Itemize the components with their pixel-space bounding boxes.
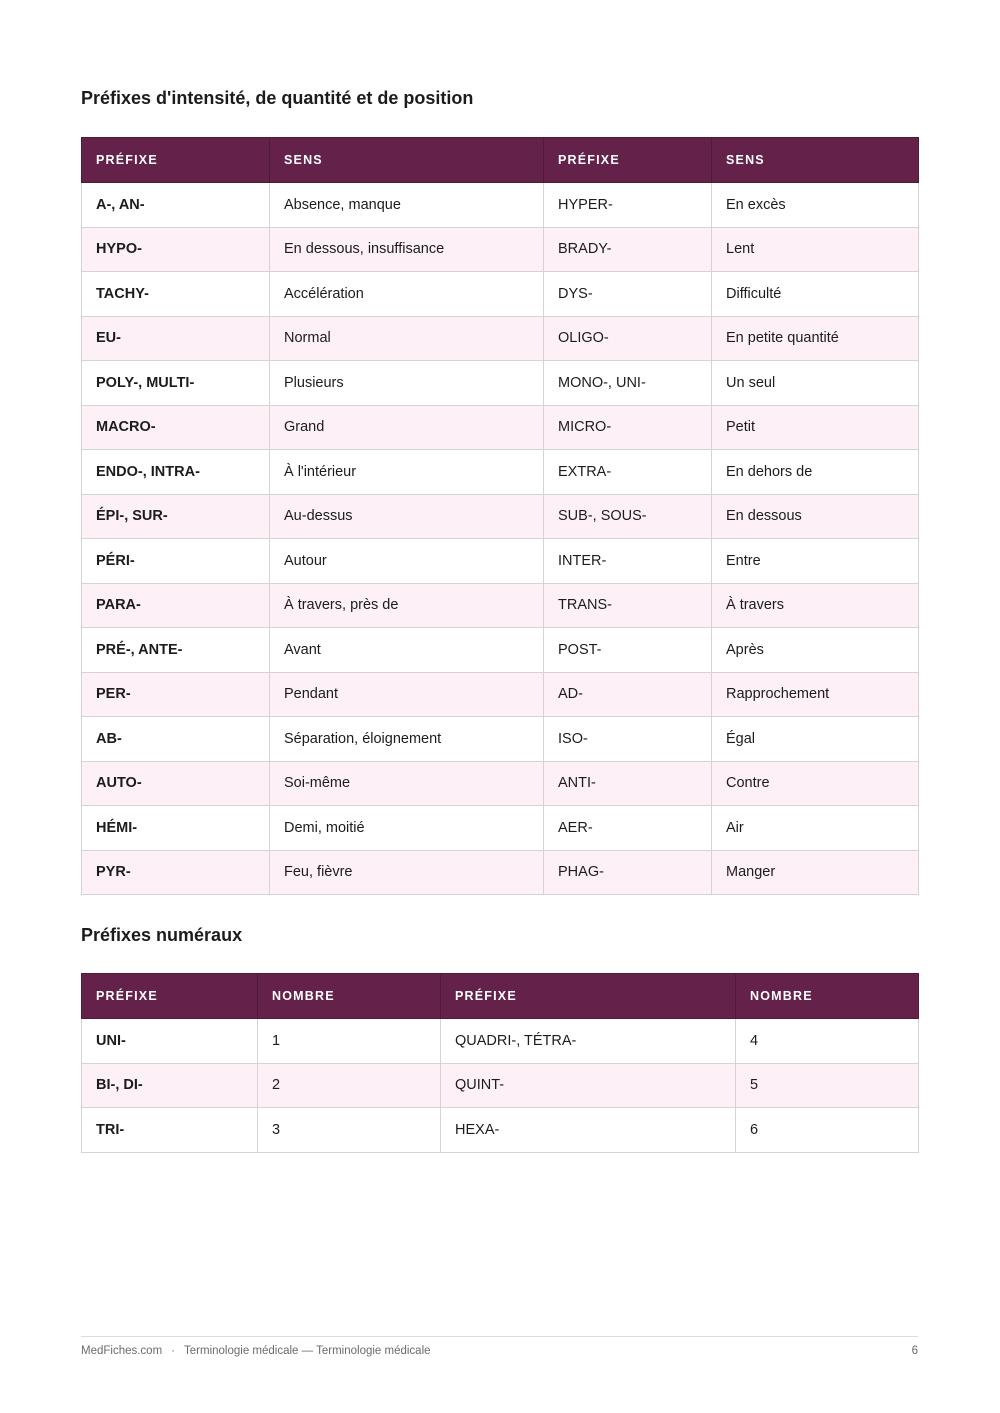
- table-cell: AER-: [544, 806, 712, 851]
- table-cell: EXTRA-: [544, 450, 712, 495]
- table-cell: EU-: [82, 316, 270, 361]
- table-row: [82, 1063, 919, 1108]
- table-cell: BRADY-: [544, 227, 712, 272]
- prefix-meaning-table: [81, 137, 919, 895]
- table-cell: ENDO-, INTRA-: [82, 450, 270, 495]
- table-row: [82, 494, 919, 539]
- table-cell: Autour: [270, 539, 544, 584]
- table-cell: Avant: [270, 628, 544, 673]
- page-footer: [81, 1345, 918, 1357]
- table-cell: À travers, près de: [270, 583, 544, 628]
- table-cell: AD-: [544, 672, 712, 717]
- table-cell: INTER-: [544, 539, 712, 584]
- table-cell: Normal: [270, 316, 544, 361]
- table-cell: Plusieurs: [270, 361, 544, 406]
- table-cell: TRANS-: [544, 583, 712, 628]
- column-header-number: NOMBRE: [736, 974, 919, 1019]
- table-cell: 6: [736, 1108, 919, 1153]
- table-cell: Au-dessus: [270, 494, 544, 539]
- table-cell: PÉRI-: [82, 539, 270, 584]
- table-cell: OLIGO-: [544, 316, 712, 361]
- table-cell: Soi-même: [270, 761, 544, 806]
- table-row: [82, 806, 919, 851]
- section-title-numeral: Préfixes numéraux: [81, 925, 243, 945]
- table-cell: Contre: [712, 761, 919, 806]
- footer-document-title: Terminologie médicale — Terminologie médicale: [184, 1345, 431, 1357]
- table-row: [82, 316, 919, 361]
- table-cell: Air: [712, 806, 919, 851]
- table-row: [82, 850, 919, 895]
- table-cell: SUB-, SOUS-: [544, 494, 712, 539]
- table-cell: A-, AN-: [82, 183, 270, 228]
- table-cell: QUINT-: [441, 1063, 736, 1108]
- table-cell: Rapprochement: [712, 672, 919, 717]
- table-cell: 4: [736, 1019, 919, 1064]
- table-cell: À l'intérieur: [270, 450, 544, 495]
- column-header-prefix: PRÉFIXE: [82, 974, 258, 1019]
- table-cell: À travers: [712, 583, 919, 628]
- table-row: [82, 1019, 919, 1064]
- table-cell: ISO-: [544, 717, 712, 762]
- footer-divider: [81, 1336, 918, 1337]
- column-header-prefix: PRÉFIXE: [544, 138, 712, 183]
- footer-page-number: 6: [911, 1345, 918, 1357]
- table-cell: En dessous: [712, 494, 919, 539]
- section-title-intensity: Préfixes d'intensité, de quantité et de position: [81, 88, 474, 108]
- table-cell: TRI-: [82, 1108, 258, 1153]
- table-cell: Un seul: [712, 361, 919, 406]
- table-cell: Difficulté: [712, 272, 919, 317]
- table-cell: Feu, fièvre: [270, 850, 544, 895]
- footer-site-name: MedFiches.com: [81, 1345, 163, 1357]
- table-row: [82, 761, 919, 806]
- table-header-row: [82, 138, 919, 183]
- table-cell: MONO-, UNI-: [544, 361, 712, 406]
- table-cell: BI-, DI-: [82, 1063, 258, 1108]
- table-cell: DYS-: [544, 272, 712, 317]
- table-cell: MICRO-: [544, 405, 712, 450]
- table-cell: Absence, manque: [270, 183, 544, 228]
- table-cell: PHAG-: [544, 850, 712, 895]
- footer-left: [81, 1345, 431, 1357]
- table-cell: Accélération: [270, 272, 544, 317]
- table-cell: Pendant: [270, 672, 544, 717]
- column-header-meaning: SENS: [270, 138, 544, 183]
- table-cell: PER-: [82, 672, 270, 717]
- column-header-number: NOMBRE: [258, 974, 441, 1019]
- table-row: [82, 672, 919, 717]
- table-cell: Grand: [270, 405, 544, 450]
- table-cell: PRÉ-, ANTE-: [82, 628, 270, 673]
- column-header-meaning: SENS: [712, 138, 919, 183]
- table-cell: HÉMI-: [82, 806, 270, 851]
- table-cell: Manger: [712, 850, 919, 895]
- table-cell: POST-: [544, 628, 712, 673]
- table-cell: POLY-, MULTI-: [82, 361, 270, 406]
- table-cell: Petit: [712, 405, 919, 450]
- column-header-prefix: PRÉFIXE: [82, 138, 270, 183]
- table-cell: 2: [258, 1063, 441, 1108]
- table-cell: QUADRI-, TÉTRA-: [441, 1019, 736, 1064]
- table-cell: Entre: [712, 539, 919, 584]
- table-cell: En petite quantité: [712, 316, 919, 361]
- table-row: [82, 227, 919, 272]
- table-row: [82, 405, 919, 450]
- table-cell: 3: [258, 1108, 441, 1153]
- table-row: [82, 183, 919, 228]
- table-row: [82, 450, 919, 495]
- table-cell: En excès: [712, 183, 919, 228]
- table-row: [82, 539, 919, 584]
- table-cell: Après: [712, 628, 919, 673]
- column-header-prefix: PRÉFIXE: [441, 974, 736, 1019]
- footer-separator: ·: [171, 1345, 176, 1357]
- table-cell: ÉPI-, SUR-: [82, 494, 270, 539]
- table-cell: Égal: [712, 717, 919, 762]
- numeral-prefix-table: [81, 973, 919, 1153]
- table-row: [82, 628, 919, 673]
- table-row: [82, 272, 919, 317]
- table-cell: 5: [736, 1063, 919, 1108]
- table-cell: PYR-: [82, 850, 270, 895]
- table-cell: Demi, moitié: [270, 806, 544, 851]
- table-header-row: [82, 974, 919, 1019]
- table-cell: HYPO-: [82, 227, 270, 272]
- table-cell: Séparation, éloignement: [270, 717, 544, 762]
- table-cell: AB-: [82, 717, 270, 762]
- table-row: [82, 361, 919, 406]
- table-row: [82, 1108, 919, 1153]
- table-cell: ANTI-: [544, 761, 712, 806]
- table-cell: 1: [258, 1019, 441, 1064]
- table-row: [82, 717, 919, 762]
- table-cell: HEXA-: [441, 1108, 736, 1153]
- table-cell: MACRO-: [82, 405, 270, 450]
- table-cell: En dehors de: [712, 450, 919, 495]
- table-row: [82, 583, 919, 628]
- table-cell: AUTO-: [82, 761, 270, 806]
- table-cell: TACHY-: [82, 272, 270, 317]
- table-cell: UNI-: [82, 1019, 258, 1064]
- table-cell: PARA-: [82, 583, 270, 628]
- table-cell: Lent: [712, 227, 919, 272]
- table-cell: En dessous, insuffisance: [270, 227, 544, 272]
- table-cell: HYPER-: [544, 183, 712, 228]
